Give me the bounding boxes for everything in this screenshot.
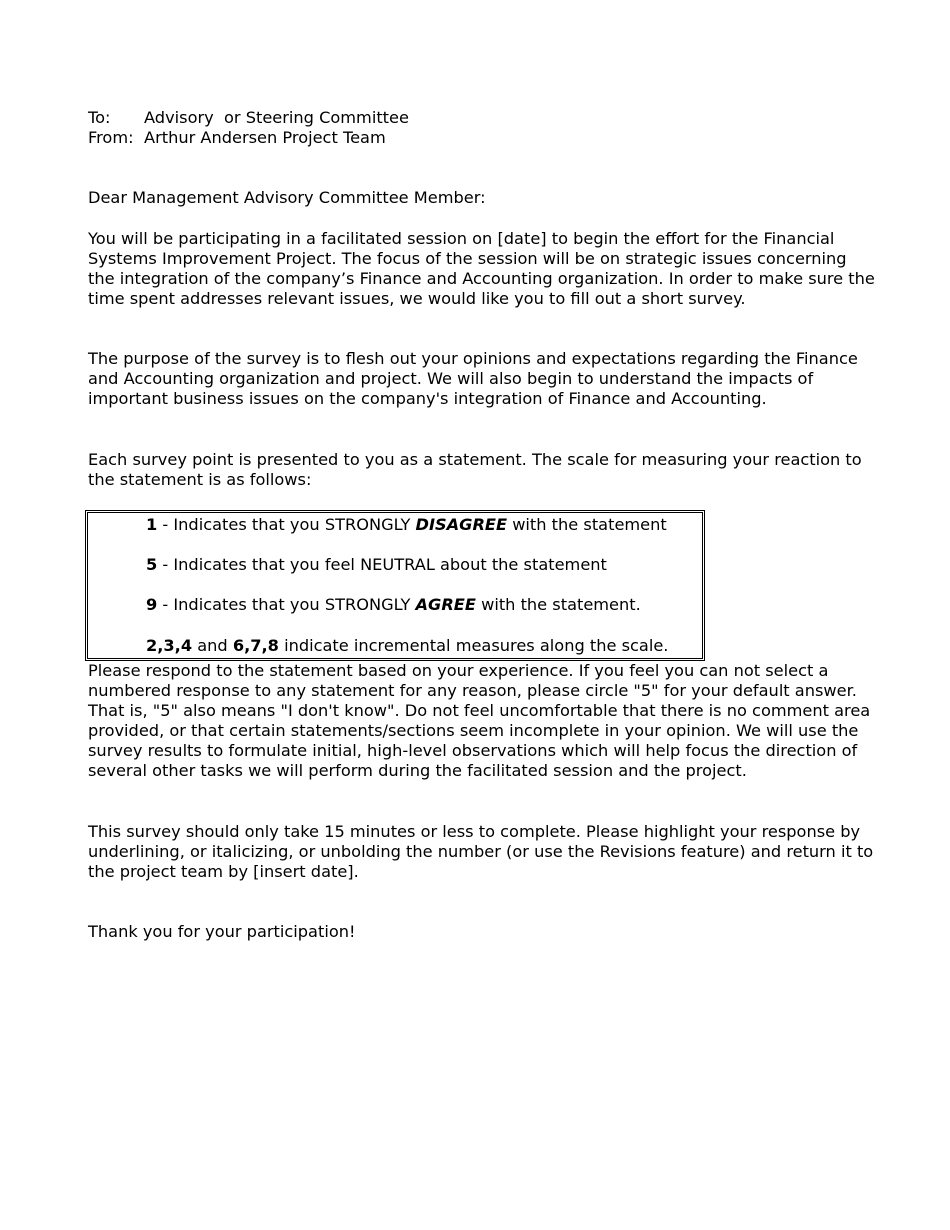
memo-to-value: Advisory or Steering Committee xyxy=(144,108,409,127)
scale-line-5 xyxy=(146,555,607,575)
scale-text: with the statement. xyxy=(475,595,641,614)
scale-line-incremental xyxy=(146,636,668,656)
memo-to-label: To: xyxy=(88,108,111,127)
scale-text: - Indicates that you STRONGLY xyxy=(157,515,416,534)
scale-number: 2,3,4 xyxy=(146,636,193,655)
scale-number: 9 xyxy=(146,595,158,614)
scale-line-1 xyxy=(146,515,667,535)
memo-from-value: Arthur Andersen Project Team xyxy=(144,128,386,147)
memo-from-line xyxy=(88,128,386,148)
scale-line-9 xyxy=(146,595,641,615)
paragraph-scale-intro: Each survey point is presented to you as a statement. The scale for measuring your reaction to the statement is as follows: xyxy=(88,450,862,489)
scale-number: 1 xyxy=(146,515,158,534)
scale-text: and xyxy=(192,636,233,655)
scale-text: - Indicates that you STRONGLY xyxy=(157,595,416,614)
scale-text: - Indicates that you feel NEUTRAL about the statement xyxy=(157,555,607,574)
scale-text: indicate incremental measures along the scale. xyxy=(278,636,669,655)
memo-from-label: From: xyxy=(88,128,134,147)
paragraph-completion: This survey should only take 15 minutes or less to complete. Please highlight your response by underlining, or italicizing, or unbolding the number (or use the Revisions feature) and return it to the project team by [insert date]. xyxy=(88,822,874,881)
scale-emphasis: DISAGREE xyxy=(415,515,508,534)
paragraph-intro: You will be participating in a facilitated session on [date] to begin the effort for the Financial Systems Improvement Project. The focus of the session will be on strategic issues concerning the integration of the company’s Finance and Accounting organization. In order to make sure the time spent addresses relevant issues, we would like you to fill out a short survey. xyxy=(88,229,875,308)
salutation: Dear Management Advisory Committee Member: xyxy=(88,188,486,207)
paragraph-purpose: The purpose of the survey is to flesh out your opinions and expectations regarding the Finance and Accounting organization and project. We will also begin to understand the impacts of important business issues on the company's integration of Finance and Accounting. xyxy=(88,349,858,408)
paragraph-instructions: Please respond to the statement based on your experience. If you feel you can not select a numbered response to any statement for any reason, please circle "5" for your default answer. That is, "5" also means "I don't know". Do not feel uncomfortable that there is no comment area provided, or that certain statements/sections seem incomplete in your opinion. We will use the survey results to formulate initial, high-level observations which will help focus the direction of several other tasks we will perform during the facilitated session and the project. xyxy=(88,661,871,780)
scale-emphasis: AGREE xyxy=(415,595,476,614)
scale-number: 5 xyxy=(146,555,158,574)
scale-number: 6,7,8 xyxy=(232,636,279,655)
memo-to-line xyxy=(88,108,409,128)
scale-text: with the statement xyxy=(507,515,667,534)
closing-line: Thank you for your participation! xyxy=(88,922,356,941)
